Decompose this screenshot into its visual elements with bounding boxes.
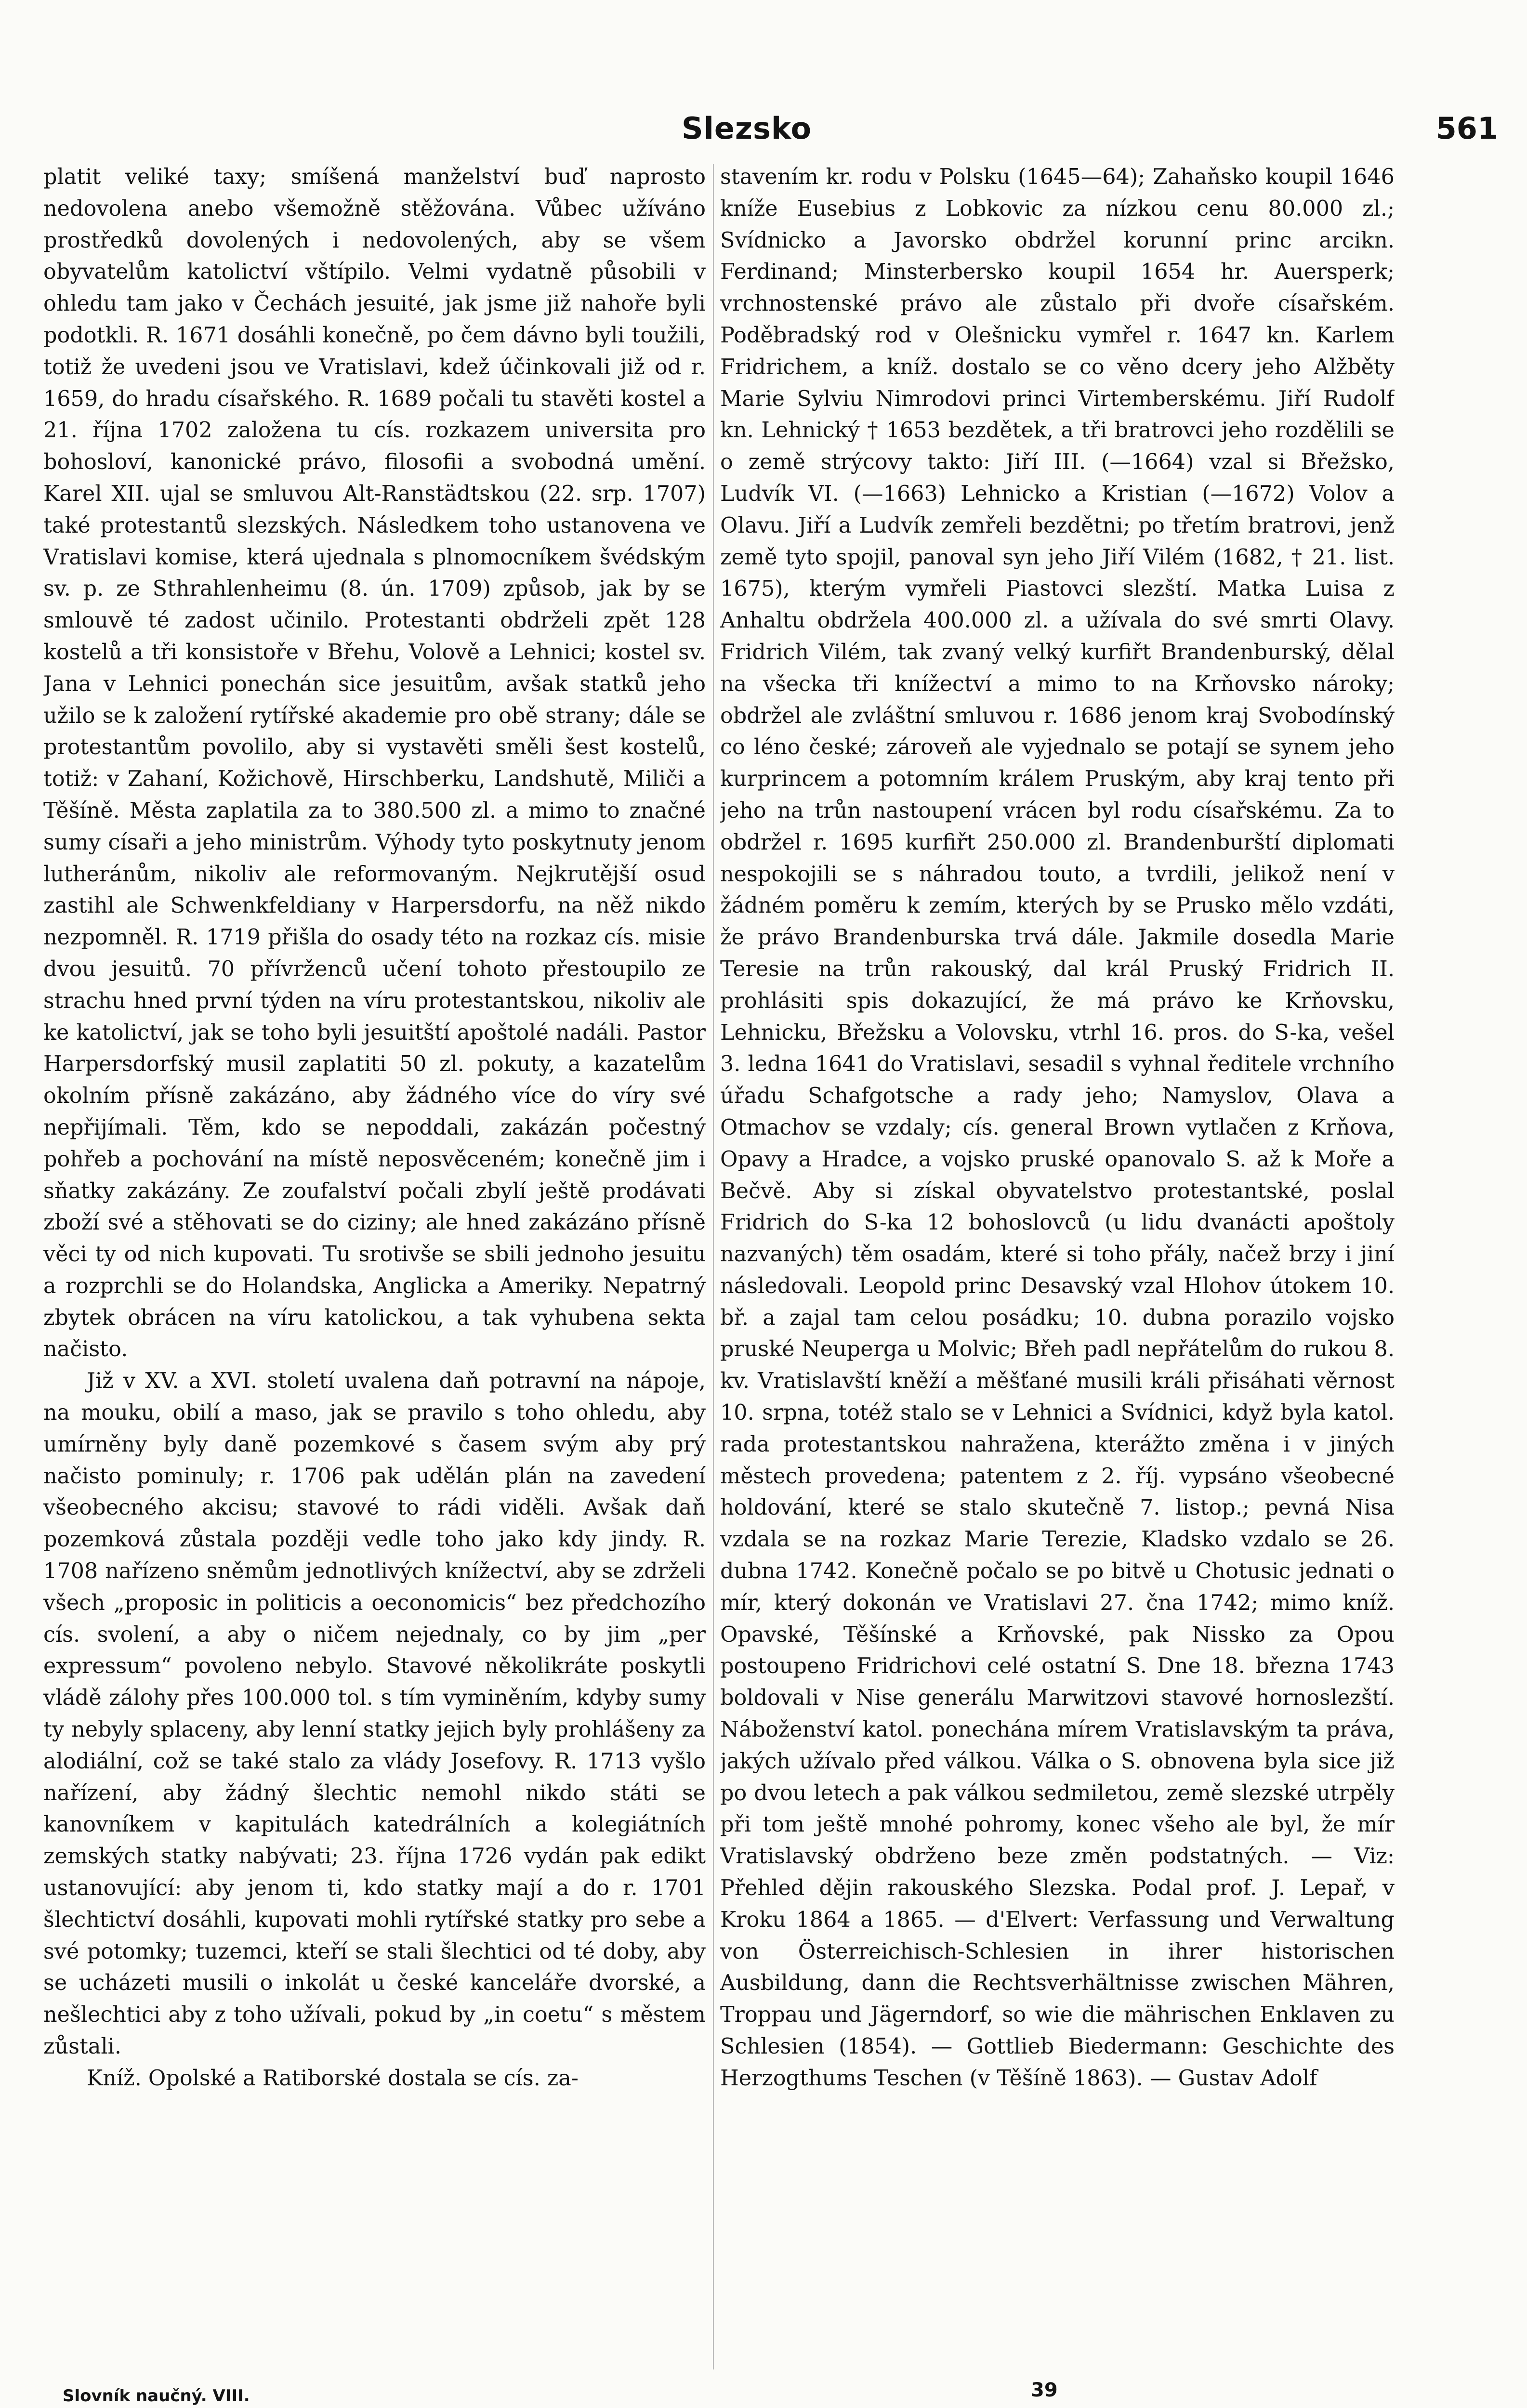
signature-mark: 39	[1031, 2379, 1058, 2401]
text-column-right	[720, 161, 1395, 2377]
footer-publication: Slovník naučný. VIII.	[63, 2386, 250, 2406]
paragraph: Již v XV. a XVI. století uvalena daň potravní na nápoje, na mouku, obilí a maso, jak se pravilo s toho ohledu, aby umírněny byly daně pozemkové s časem svým aby prý načisto pominuly; r. 1706 pak udělán plán na zavedení všeobecného akcisu; stavové to rádi viděli. Avšak daň pozemková zůstala později vedle toho jako kdy jindy. R. 1708 nařízeno sněmům jednotlivých knížectví, aby se zdrželi všech „proposic in politicis a oeconomicis“ bez předchozího cís. svolení, a aby o ničem nejednaly, co by jim „per expressum“ povoleno nebylo. Stavové několikráte poskytli vládě zálohy přes 100.000 tol. s tím vyminěním, kdyby sumy ty nebyly splaceny, aby lenní statky jejich byly prohlášeny za alodiální, což se také stalo za vlády Josefovy. R. 1713 vyšlo nařízení, aby žádný šlechtic nemohl nikdo státi se kanovníkem v kapitulách katedrálních a kolegiátních zemských statky nabývati; 23. října 1726 vydán pak edikt ustanovující: aby jenom ti, kdo statky mají a do r. 1701 šlechtictví dosáhli, kupovati mohli rytířské statky pro sebe a své potomky; tuzemci, kteří se stali šlechtici od té doby, aby se ucházeti musili o inkolát u české kanceláře dvorské, a nešlechtici aby z toho užívali, pokud by „in coetu“ s městem zůstali.	[43, 1369, 706, 2059]
text-column-left	[43, 161, 706, 2377]
column-divider	[713, 164, 714, 2369]
page-number: 561	[1435, 111, 1498, 146]
paragraph: platit veliké taxy; smíšená manželství buď naprosto nedovolena anebo všemožně stěžována. Vůbec užíváno prostředků dovolených i nedovolených, aby se všem obyvatelům katolictví vštípilo. Velmi vydatně působili v ohledu tam jako v Čechách jesuité, jak jsme již nahoře byli podotkli. R. 1671 dosáhli konečně, po čem dávno byli toužili, totiž že uvedeni jsou ve Vratislavi, kdež účinkovali již od r. 1659, do hradu císařského. R. 1689 počali tu stavěti kostel a 21. října 1702 založena tu cís. rozkazem universita pro bohosloví, kanonické právo, filosofii a svobodná umění. Karel XII. ujal se smluvou Alt-Ranstädtskou (22. srp. 1707) také protestantů slezských. Následkem toho ustanovena ve Vratislavi komise, která ujednala s plnomocníkem švédským sv. p. ze Sthrahlenheimu (8. ún. 1709) způsob, jak by se smlouvě té zadost učinilo. Protestanti obdrželi zpět 128 kostelů a tři konsistoře v Břehu, Volově a Lehnici; kostel sv. Jana v Lehnici ponechán sice jesuitům, avšak statků jeho užilo se k založení rytířské akademie pro obě strany; dále se protestantům povolilo, aby si vystavěti směli šest kostelů, totiž: v Zahaní, Kožichově, Hirschberku, Landshutě, Miliči a Těšíně. Města zaplatila za to 380.500 zl. a mimo to značné sumy císaři a jeho ministrům. Výhody tyto poskytnuty jenom lutheránům, nikoliv ale reformovaným. Nejkrutější osud zastihl ale Schwenkfeldiany v Harpersdorfu, na něž nikdo nezpomněl. R. 1719 přišla do osady této na rozkaz cís. misie dvou jesuitů. 70 přívrženců učení tohoto přestoupilo ze strachu hned první týden na víru protestantskou, nikoliv ale ke katolictví, jak se toho byli jesuitští apoštolé nadáli. Pastor Harpersdorfský musil zaplatiti 50 zl. pokuty, a kazatelům okolním přísně zakázáno, aby žádného více do víry své nepřijímali. Těm, kdo se nepoddali, zakázán počestný pohřeb a pochování na místě neposvěceném; konečně jim i sňatky zakázány. Ze zoufalství počali zbylí ještě prodávati zboží své a stěhovati se do ciziny; ale hned zakázáno přísně věci ty od nich kupovati. Tu srotivše se sbili jednoho jesuitu a rozprchli se do Holandska, Anglicka a Ameriky. Nepatrný zbytek obrácen na víru katolickou, a tak vyhubena sekta načisto.	[43, 165, 706, 1362]
paragraph: Kníž. Opolské a Ratiborské dostala se cís. za-	[87, 2066, 579, 2091]
running-head-title: Slezsko	[681, 111, 812, 146]
paragraph: stavením kr. rodu v Polsku (1645—64); Zahaňsko koupil 1646 kníže Eusebius z Lobkovic za nízkou cenu 80.000 zl.; Svídnicko a Javorsko obdržel korunní princ arcikn. Ferdinand; Minsterbersko koupil 1654 hr. Auersperk; vrchnostenské právo ale zůstalo při dvoře císařském. Poděbradský rod v Olešnicku vymřel r. 1647 kn. Karlem Fridrichem, a kníž. dostalo se co věno dcery jeho Alžběty Marie Sylviu Nimrodovi princi Virtemberskému. Jiří Rudolf kn. Lehnický † 1653 bezdětek, a tři bratrovci jeho rozdělili se o země strýcovy takto: Jiří III. (—1664) vzal si Břežsko, Ludvík VI. (—1663) Lehnicko a Kristian (—1672) Volov a Olavu. Jiří a Ludvík zemřeli bezdětni; po třetím bratrovi, jenž země tyto spojil, panoval syn jeho Jiří Vilém (1682, † 21. list. 1675), kterým vymřeli Piastovci slezští. Matka Luisa z Anhaltu obdržela 400.000 zl. a užívala do své smrti Olavy. Fridrich Vilém, tak zvaný velký kurfiřt Brandenburský, dělal na všecka tři knížectví a mimo to na Krňovsko nároky; obdržel ale zvláštní smluvou r. 1686 jenom kraj Svobodínský co léno české; zároveň ale vyjednalo se potají se synem jeho kurprincem a potomním králem Pruským, aby kraj tento při jeho na trůn nastoupení vrácen byl rodu císařskému. Za to obdržel r. 1695 kurfiřt 250.000 zl. Brandenburští diplomati nespokojili se s náhradou touto, a tvrdili, jelikož není v žádném poměru k zemím, kterých by se Prusko mělo vzdáti, že právo Brandenburska trvá dále. Jakmile dosedla Marie Teresie na trůn rakouský, dal král Pruský Fridrich II. prohlásiti spis dokazující, že má právo ke Krňovsku, Lehnicku, Břežsku a Volovsku, vtrhl 16. pros. do S-ka, vešel 3. ledna 1641 do Vratislavi, sesadil s vyhnal ředitele vrchního úřadu Schafgotsche a rady jeho; Namyslov, Olava a Otmachov se vzdaly; cís. general Brown vytlačen z Krňova, Opavy a Hradce, a vojsko pruské opanovalo S. až k Moře a Bečvě. Aby si získal obyvatelstvo protestantské, poslal Fridrich do S-ka 12 bohoslovců (u lidu dvanácti apoštoly nazvaných) těm osadám, které si toho přály, načež brzy i jiní následovali. Leopold princ Desavský vzal Hlohov útokem 10. bř. a zajal tam celou posádku; 10. dubna porazilo vojsko pruské Neuperga u Molvic; Břeh padl nepřátelům do rukou 8. kv. Vratislavští kněží a měšťané musili králi přisáhati věrnost 10. srpna, totéž stalo se v Lehnici a Svídnici, když byla katol. rada protestantskou nahražena, kterážto změna i v jiných městech provedena; patentem z 2. říj. vypsáno všeobecné holdování, které se stalo skutečně 7. listop.; pevná Nisa vzdala se na rozkaz Marie Terezie, Kladsko vzdalo se 26. dubna 1742. Konečně počalo se po bitvě u Chotusic jednati o mír, který dokonán ve Vratislavi 27. čna 1742; mimo kníž. Opavské, Těšínské a Krňovské, pak Nissko za Opou postoupeno Fridrichovi celé ostatní S. Dne 18. března 1743 boldovali v Nise generálu Marwitzovi stavové hornoslezští. Náboženství katol. ponechána mírem Vratislavským ta práva, jakých užívalo před válkou. Válka o S. obnovena byla sice již po dvou letech a pak válkou sedmiletou, země slezské utrpěly při tom ještě mnohé pohromy, konec všeho ale byl, že mír Vratislavský obdrženo beze změn podstatných. — Viz: Přehled dějin rakouského Slezska. Podal prof. J. Lepař, v Kroku 1864 a 1865. — d'Elvert: Verfassung und Verwaltung von Österreichisch-Schlesien in ihrer historischen Ausbildung, dann die Rechtsverhältnisse zwischen Mähren, Troppau und Jägerndorf, so wie die mährischen Enklaven zu Schlesien (1854). — Gottlieb Biedermann: Geschichte des Herzogthums Teschen (v Těšíně 1863). — Gustav Adolf	[720, 165, 1395, 2091]
